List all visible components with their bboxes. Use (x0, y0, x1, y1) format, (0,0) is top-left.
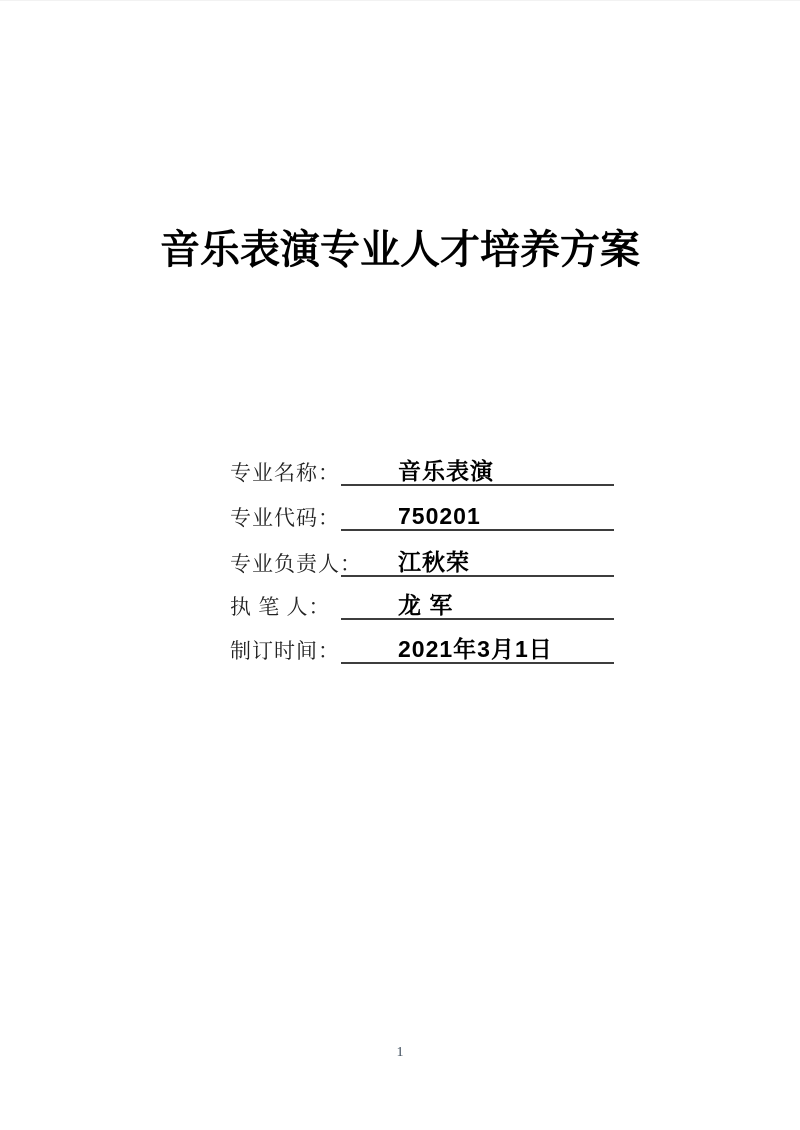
field-value-major-director: 江秋荣 (398, 549, 470, 575)
field-label-writer: 执 笔 人： (230, 595, 331, 619)
field-underline (341, 505, 614, 531)
field-value-writer: 龙 军 (398, 592, 454, 618)
field-row-major-director (230, 551, 650, 579)
page-number: 1 (396, 1045, 404, 1060)
field-value-formulation-date: 2021年3月1日 (398, 636, 553, 662)
field-row-major-code (230, 505, 650, 533)
field-underline (341, 460, 614, 486)
field-underline (341, 551, 614, 577)
field-underline (341, 638, 614, 664)
field-value-major-code: 750201 (398, 503, 481, 529)
field-row-major-name (230, 460, 650, 488)
field-label-major-name: 专业名称： (230, 461, 340, 485)
field-row-writer (230, 594, 650, 622)
field-underline (341, 594, 614, 620)
field-label-formulation-date: 制订时间： (230, 639, 340, 663)
field-label-major-code: 专业代码： (230, 506, 340, 530)
field-value-major-name: 音乐表演 (398, 458, 494, 484)
field-row-formulation-date (230, 638, 650, 666)
field-label-major-director: 专业负责人： (230, 552, 362, 576)
document-title: 音乐表演专业人才培养方案 (160, 228, 640, 272)
